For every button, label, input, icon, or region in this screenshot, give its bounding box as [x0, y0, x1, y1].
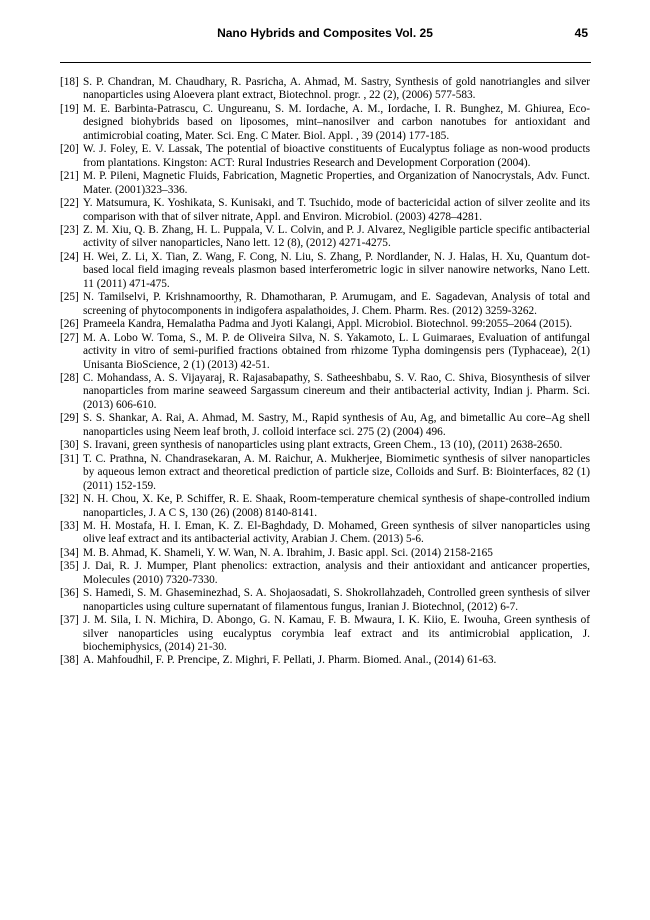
reference-item	[60, 493, 590, 520]
reference-text: S. Hamedi, S. M. Ghaseminezhad, S. A. Shojaosadati, S. Shokrollahzadeh, Controlled green synthesis of silver nanoparticles using culture supernatant of filamentous fungus, Iranian J. Biotechnol, (2012) 6-7.	[83, 587, 590, 613]
reference-label: [25]	[60, 291, 79, 304]
reference-text: J. Dai, R. J. Mumper, Plant phenolics: extraction, analysis and their antioxidant and anticancer properties, Molecules (2010) 7320-7330.	[83, 560, 590, 586]
reference-label: [30]	[60, 439, 79, 452]
reference-label: [20]	[60, 143, 79, 156]
reference-item	[60, 251, 590, 291]
reference-item	[60, 587, 590, 614]
reference-label: [24]	[60, 250, 79, 263]
reference-text: N. H. Chou, X. Ke, P. Schiffer, R. E. Shaak, Room-temperature chemical synthesis of shape-controlled indium nanoparticles, J. A C S, 130 (26) (2008) 8140-8141.	[83, 493, 590, 519]
reference-text: N. Tamilselvi, P. Krishnamoorthy, R. Dhamotharan, P. Arumugam, and E. Sagadevan, Analysis of total and screening of phytocomponents in indigofera aspalathoides, J. Chem. Pharm. Res. (2012) 3259-3262.	[83, 291, 590, 317]
reference-text: M. A. Lobo W. Toma, S., M. P. de Oliveira Silva, N. S. Yakamoto, L. L Guimaraes, Evaluation of antifungal activity in vitro of semi-purified fractions obtained from rhizome Typha domingensis pers (Typhaceae), 2(1) Unisanta BioScience, 2 (1) (2013) 42-51.	[83, 331, 590, 371]
reference-item	[60, 654, 590, 667]
reference-item	[60, 170, 590, 197]
reference-text: S. P. Chandran, M. Chaudhary, R. Pasricha, A. Ahmad, M. Sastry, Synthesis of gold nanotriangles and silver nanoparticles using Aloevera plant extract, Biotechnol. progr. , 22 (2), (2006) 577-583.	[83, 76, 590, 102]
reference-item	[60, 76, 590, 103]
reference-text: M. B. Ahmad, K. Shameli, Y. W. Wan, N. A. Ibrahim, J. Basic appl. Sci. (2014) 2158-2165	[83, 546, 493, 559]
reference-item	[60, 560, 590, 587]
reference-label: [19]	[60, 102, 79, 115]
reference-label: [26]	[60, 318, 79, 331]
reference-item	[60, 143, 590, 170]
reference-text: J. M. Sila, I. N. Michira, D. Abongo, G. N. Kamau, F. B. Mwaura, I. K. Kiio, E. Iwouha, Green synthesis of silver nanoparticles using eucalyptus corymbia leaf extract and its antimicrobial application, J. biochemiphysics, (2014) 21-30.	[83, 614, 590, 654]
reference-item	[60, 439, 590, 452]
reference-label: [18]	[60, 76, 79, 88]
reference-label: [28]	[60, 371, 79, 384]
reference-item	[60, 453, 590, 493]
reference-text: Y. Matsumura, K. Yoshikata, S. Kunisaki, and T. Tsuchido, mode of bactericidal action of silver zeolite and its comparison with that of silver nitrate, Appl. and Environ. Microbiol. (2003) 4278–4281.	[83, 197, 590, 223]
reference-text: M. P. Pileni, Magnetic Fluids, Fabrication, Magnetic Properties, and Organization of Nanocrystals, Adv. Funct. Mater. (2001)323–336.	[83, 170, 590, 196]
reference-item	[60, 614, 590, 654]
reference-label: [37]	[60, 614, 79, 627]
header-rule	[60, 62, 591, 63]
reference-text: C. Mohandass, A. S. Vijayaraj, R. Rajasabapathy, S. Satheeshbabu, S. V. Rao, C. Shiva, Biosynthesis of silver nanoparticles from marine seaweed Sargassum cinereum and their antibacterial activity, Indian j. Pharm. Sci. (2013) 606-610.	[83, 371, 590, 411]
running-header	[60, 24, 590, 46]
reference-item	[60, 291, 590, 318]
reference-label: [36]	[60, 587, 79, 600]
reference-list	[60, 76, 590, 668]
reference-label: [29]	[60, 412, 79, 425]
reference-text: A. Mahfoudhil, F. P. Prencipe, Z. Mighri, F. Pellati, J. Pharm. Biomed. Anal., (2014) 61-63.	[83, 654, 497, 667]
reference-item	[60, 547, 590, 560]
reference-text: Prameela Kandra, Hemalatha Padma and Jyoti Kalangi, Appl. Microbiol. Biotechnol. 99:2055–2064 (2015).	[83, 318, 573, 331]
reference-text: T. C. Prathna, N. Chandrasekaran, A. M. Raichur, A. Mukherjee, Biomimetic synthesis of silver nanoparticles by aqueous lemon extract and theoretical prediction of particle size, Colloids and Surf. B: Biointerfaces, 82 (1) (2011) 152-159.	[83, 452, 590, 492]
reference-label: [31]	[60, 452, 79, 465]
journal-title: Nano Hybrids and Composites Vol. 25	[217, 26, 433, 40]
reference-label: [21]	[60, 170, 79, 183]
reference-label: [33]	[60, 519, 79, 532]
reference-label: [23]	[60, 223, 79, 236]
reference-text: S. S. Shankar, A. Rai, A. Ahmad, M. Sastry, M., Rapid synthesis of Au, Ag, and bimetallic Au core–Ag shell nanoparticles using Neem leaf broth, J. colloid interface sci. 275 (2) (2004) 496.	[83, 412, 590, 438]
reference-label: [27]	[60, 331, 79, 344]
reference-text: M. H. Mostafa, H. I. Eman, K. Z. El-Baghdady, D. Mohamed, Green synthesis of silver nanoparticles using olive leaf extract and its antibacterial activity, Arabian J. Chem. (2013) 5-6.	[83, 519, 590, 546]
reference-text: W. J. Foley, E. V. Lassak, The potential of bioactive constituents of Eucalyptus foliage as non-wood products from plantations. Kingston: ACT: Rural Industries Research and Development Corporation (2004).	[83, 143, 590, 169]
reference-item	[60, 224, 590, 251]
reference-label: [35]	[60, 560, 79, 573]
reference-text: H. Wei, Z. Li, X. Tian, Z. Wang, F. Cong, N. Liu, S. Zhang, P. Nordlander, N. J. Halas, H. Xu, Quantum dot-based local field imaging reveals plasmon based interferometric logic in silver nanowire networks, Nano Lett. 11 (2011) 471-475.	[83, 250, 590, 290]
reference-item	[60, 412, 590, 439]
reference-item	[60, 520, 590, 547]
reference-label: [22]	[60, 197, 79, 210]
reference-label: [34]	[60, 546, 79, 559]
reference-text: Z. M. Xiu, Q. B. Zhang, H. L. Puppala, V. L. Colvin, and P. J. Alvarez, Negligible particle specific antibacterial activity of silver nanoparticles, Nano lett. 12 (8), (2012) 4271-4275.	[83, 223, 590, 250]
reference-item	[60, 332, 590, 372]
reference-item	[60, 372, 590, 412]
reference-label: [38]	[60, 654, 79, 667]
reference-item	[60, 197, 590, 224]
page-number: 45	[574, 26, 588, 40]
reference-item	[60, 318, 590, 331]
reference-text: M. E. Barbinta-Patrascu, C. Ungureanu, S. M. Iordache, A. M., Iordache, I. R. Bunghez, M. Ghiurea, Eco-designed biohybrids based on liposomes, mint–nanosilver and carbon nanotubes for antioxidant and antimicrobial coating, Mater. Sci. Eng. C Mater. Biol. Appl. , 39 (2014) 177-185.	[83, 102, 590, 142]
reference-label: [32]	[60, 493, 79, 506]
reference-text: S. Iravani, green synthesis of nanoparticles using plant extracts, Green Chem., 13 (10), (2011) 2638-2650.	[83, 439, 563, 452]
reference-item	[60, 103, 590, 143]
